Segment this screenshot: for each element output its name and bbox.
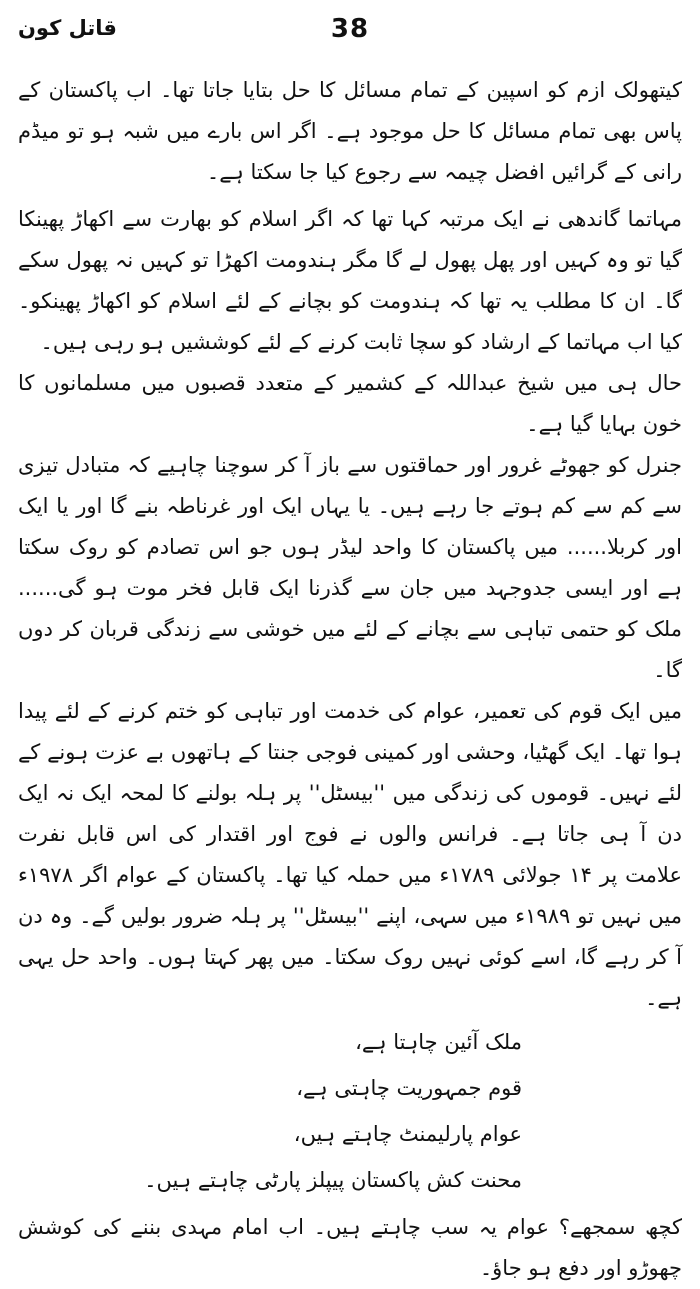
page-number: 38 xyxy=(330,14,370,44)
paragraph: مہاتما گاندھی نے ایک مرتبہ کہا تھا کہ اگر اسلام کو بھارت سے اکھاڑ پھینکا گیا تو وہ کہیں اور پھل پھول لے گا مگر ہندومت اکھڑا تو کہیں نہ پھول سکے گا۔ ان کا مطلب یہ تھا کہ ہندومت کو بچانے کے لئے اسلام کو اکھاڑ پھینکو۔ کیا اب مہاتما کے ارشاد کو سچا ثابت کرنے کے لئے کوششیں ہو رہی ہیں۔ xyxy=(18,207,682,354)
poem-line: عوام پارلیمنٹ چاہتے ہیں، xyxy=(293,1122,522,1146)
poem-line: محنت کش پاکستان پیپلز پارٹی چاہتے ہیں۔ xyxy=(144,1168,522,1192)
page-body xyxy=(18,70,682,1289)
paragraph: حال ہی میں شیخ عبداللہ کے کشمیر کے متعدد قصبوں میں مسلمانوں کا خون بہایا گیا ہے۔ xyxy=(18,371,682,436)
poem xyxy=(18,1019,682,1203)
paragraph: میں ایک قوم کی تعمیر، عوام کی خدمت اور تباہی کو ختم کرنے کے لئے پیدا ہوا تھا۔ ایک گھٹیا، وحشی اور کمینی فوجی جنتا کے ہاتھوں بے عزت ہونے کے لئے نہیں۔ قوموں کی زندگی میں ''بیسٹل'' پر ہلہ بولنے کا لمحہ ایک نہ ایک دن آ ہی جاتا ہے۔ فرانس والوں نے فوج اور اقتدار کی اس قابل نفرت علامت پر ۱۴ جولائی ۱۷۸۹ء میں حملہ کیا تھا۔ پاکستان کے عوام اگر ۱۹۷۸ء میں نہیں تو ۱۹۸۹ء میں سہی، اپنے ''بیسٹل'' پر ہلہ ضرور بولیں گے۔ وہ دن آ کر رہے گا، اسے کوئی نہیں روک سکتا۔ میں پھر کہتا ہوں۔ واحد حل یہی ہے۔ xyxy=(18,699,683,1010)
poem-line: ملک آئین چاہتا ہے، xyxy=(355,1030,522,1054)
running-title: قاتل کون xyxy=(18,16,117,40)
closing-line: کچھ سمجھے؟ عوام یہ سب چاہتے ہیں۔ اب امام مہدی بننے کی کوشش چھوڑو اور دفع ہو جاؤ۔ xyxy=(18,1215,682,1280)
page-header xyxy=(18,10,682,50)
paragraph: جنرل کو جھوٹے غرور اور حماقتوں سے باز آ کر سوچنا چاہیے کہ متبادل تیزی سے کم سے کم ہوتے جا رہے ہیں۔ یا یہاں ایک اور غرناطہ بنے گا اور یا ایک اور کربلا...... میں پاکستان کا واحد لیڈر ہوں جو اس تصادم کو روک سکتا ہے اور ایسی جدوجہد میں جان سے گذرنا ایک قابل فخر موت ہو گی...... ملک کو حتمی تباہی سے بچانے کے لئے میں خوشی سے زندگی قربان کر دوں گا۔ xyxy=(18,453,682,682)
poem-line: قوم جمہوریت چاہتی ہے، xyxy=(296,1076,522,1100)
paragraph: کیتھولک ازم کو اسپین کے تمام مسائل کا حل بتایا جاتا تھا۔ اب پاکستان کے پاس بھی تمام مسائل کا حل موجود ہے۔ اگر اس بارے میں شبہ ہو تو میڈم رانی کے گرائیں افضل چیمہ سے رجوع کیا جا سکتا ہے۔ xyxy=(18,78,682,184)
